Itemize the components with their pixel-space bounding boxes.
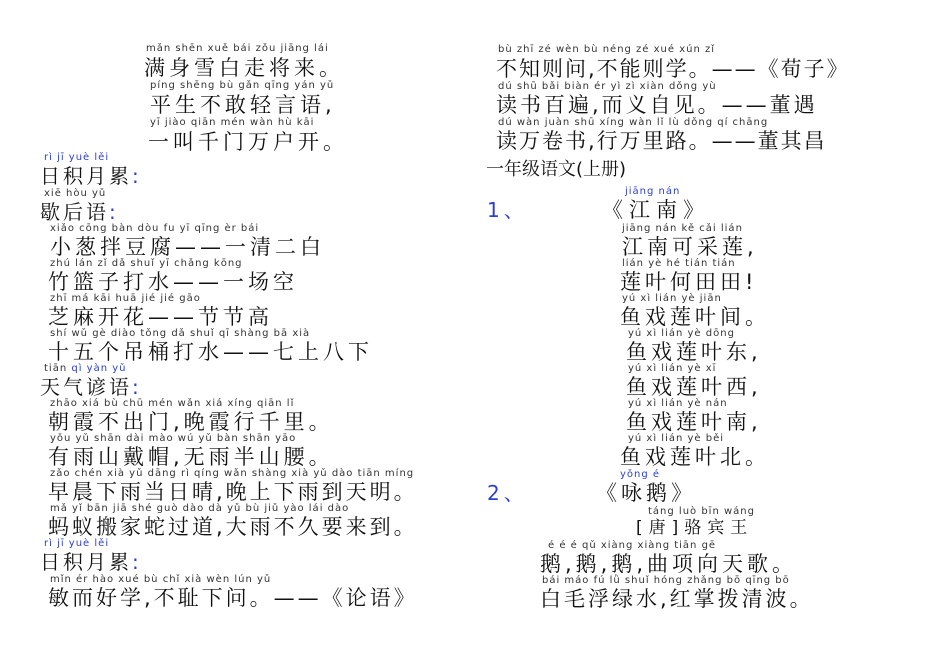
section-heading: 日积月累: xyxy=(40,550,142,574)
pinyin-line: bái máo fú lǜ shuǐ hóng zhǎng bō qīng bō xyxy=(542,575,790,586)
pinyin-line: xiǎo cōng bàn dòu fu yī qīng èr bái xyxy=(50,223,260,234)
pinyin-line: lián yè hé tián tián xyxy=(622,258,736,269)
poem-line: 莲叶何田田! xyxy=(620,270,758,294)
pinyin-line: mǎn shēn xuě bái zǒu jiāng lái xyxy=(146,43,329,54)
xiehouyu-line: 芝麻开花——节节高 xyxy=(48,305,273,329)
poem-line: 鱼戏莲叶西, xyxy=(626,375,762,399)
pinyin-line: zhú lán zǐ dǎ shuǐ yī chǎng kōng xyxy=(50,258,243,269)
poem-number: 2、 xyxy=(487,481,528,505)
quote-line: 敏而好学,不耻下问。——《论语》 xyxy=(48,586,418,610)
poem-author: [唐]骆宾王 xyxy=(636,518,754,538)
heading-pinyin: tiān qì yàn yǔ xyxy=(44,363,127,374)
xiehouyu-line: 竹篮子打水——一场空 xyxy=(48,270,298,294)
proverb-line: 有雨山戴帽,无雨半山腰。 xyxy=(48,445,334,469)
poem-line: 鱼戏莲叶东, xyxy=(626,340,762,364)
pinyin-line: mǐn ér hào xué bù chǐ xià wèn lún yǔ xyxy=(50,574,272,585)
pinyin-line: píng shēng bù gǎn qīng yán yǔ xyxy=(150,80,335,91)
pinyin-line: dú shū bǎi biàn ér yì zì xiàn dǒng yù xyxy=(498,81,717,92)
section-heading: 歇后语: xyxy=(40,200,119,224)
poem-line: 鱼戏莲叶北。 xyxy=(620,445,770,469)
pinyin-line: jiāng nán kě cǎi lián xyxy=(622,223,743,234)
heading-pinyin: rì jī yuè lěi xyxy=(44,152,110,163)
pinyin-line: yú xì lián yè běi xyxy=(628,433,725,444)
poem-title: 《江南》 xyxy=(602,198,710,222)
poem-line: 平生不敢轻言语, xyxy=(150,93,336,117)
heading-pinyin: rì jī yuè lěi xyxy=(44,538,110,549)
xiehouyu-line: 十五个吊桶打水——七上八下 xyxy=(48,340,373,364)
poem-number: 1、 xyxy=(487,198,528,222)
title-pinyin: yǒng é xyxy=(620,469,661,480)
pinyin-line: yǒu yǔ shān dài mào wú yǔ bàn shān yāo xyxy=(50,433,297,444)
quote-line: 读万卷书,行万里路。——董其昌 xyxy=(496,129,827,153)
proverb-line: 早晨下雨当日晴,晚上下雨到天明。 xyxy=(48,480,418,504)
poem-line: 鱼戏莲叶间。 xyxy=(620,305,770,329)
poem-line: 鹅,鹅,鹅,曲项向天歌。 xyxy=(540,552,798,576)
pinyin-line: yī jiào qiān mén wàn hù kāi xyxy=(150,117,315,128)
quote-line: 读书百遍,而义自见。——董遇 xyxy=(496,93,818,117)
poem-line: 满身雪白走将来。 xyxy=(144,56,344,80)
title-pinyin: jiāng nán xyxy=(625,186,681,197)
poem-line: 一叫千门万户开。 xyxy=(148,130,348,154)
pinyin-line: zǎo chén xià yǔ dāng rì qíng wǎn shàng xià yǔ dào tiān míng xyxy=(50,468,415,479)
pinyin-line: dú wàn juàn shū xíng wàn lǐ lù dǒng qí chāng xyxy=(498,117,769,128)
pinyin-line: yú xì lián yè nán xyxy=(628,398,728,409)
poem-line: 白毛浮绿水,红掌拨清波。 xyxy=(540,587,814,611)
poem-title: 《咏鹅》 xyxy=(596,481,696,505)
pinyin-line: shí wǔ gè diào tǒng dǎ shuǐ qī shàng bā xià xyxy=(50,328,311,339)
xiehouyu-line: 小葱拌豆腐——一清二白 xyxy=(50,235,325,259)
proverb-line: 蚂蚁搬家蛇过道,大雨不久要来到。 xyxy=(48,515,418,539)
section-title: 一年级语文(上册) xyxy=(486,159,627,180)
pinyin-line: yú xì lián yè dōng xyxy=(628,328,735,339)
author-pinyin: táng luò bīn wáng xyxy=(648,506,755,517)
pinyin-line: bù zhī zé wèn bù néng zé xué xún zǐ xyxy=(498,44,716,55)
pinyin-line: yú xì lián yè xī xyxy=(628,363,717,374)
pinyin-line: é é é qǔ xiàng xiàng tiān gē xyxy=(548,540,717,551)
pinyin-line: mǎ yǐ bān jiā shé guò dào dà yǔ bù jiǔ yào lái dào xyxy=(50,503,350,514)
poem-line: 鱼戏莲叶南, xyxy=(626,410,762,434)
pinyin-line: yú xì lián yè jiān xyxy=(622,293,722,304)
section-heading: 天气谚语: xyxy=(40,375,142,399)
quote-line: 不知则问,不能则学。——《荀子》 xyxy=(496,57,850,81)
pinyin-line: zhāo xiá bù chū mén wǎn xiá xíng qiān lǐ xyxy=(50,398,295,409)
heading-pinyin: xiē hòu yǔ xyxy=(44,188,107,199)
section-heading: 日积月累: xyxy=(40,164,142,188)
poem-line: 江南可采莲, xyxy=(622,235,758,259)
pinyin-line: zhī má kāi huā jié jié gāo xyxy=(50,293,201,304)
proverb-line: 朝霞不出门,晚霞行千里。 xyxy=(48,410,334,434)
